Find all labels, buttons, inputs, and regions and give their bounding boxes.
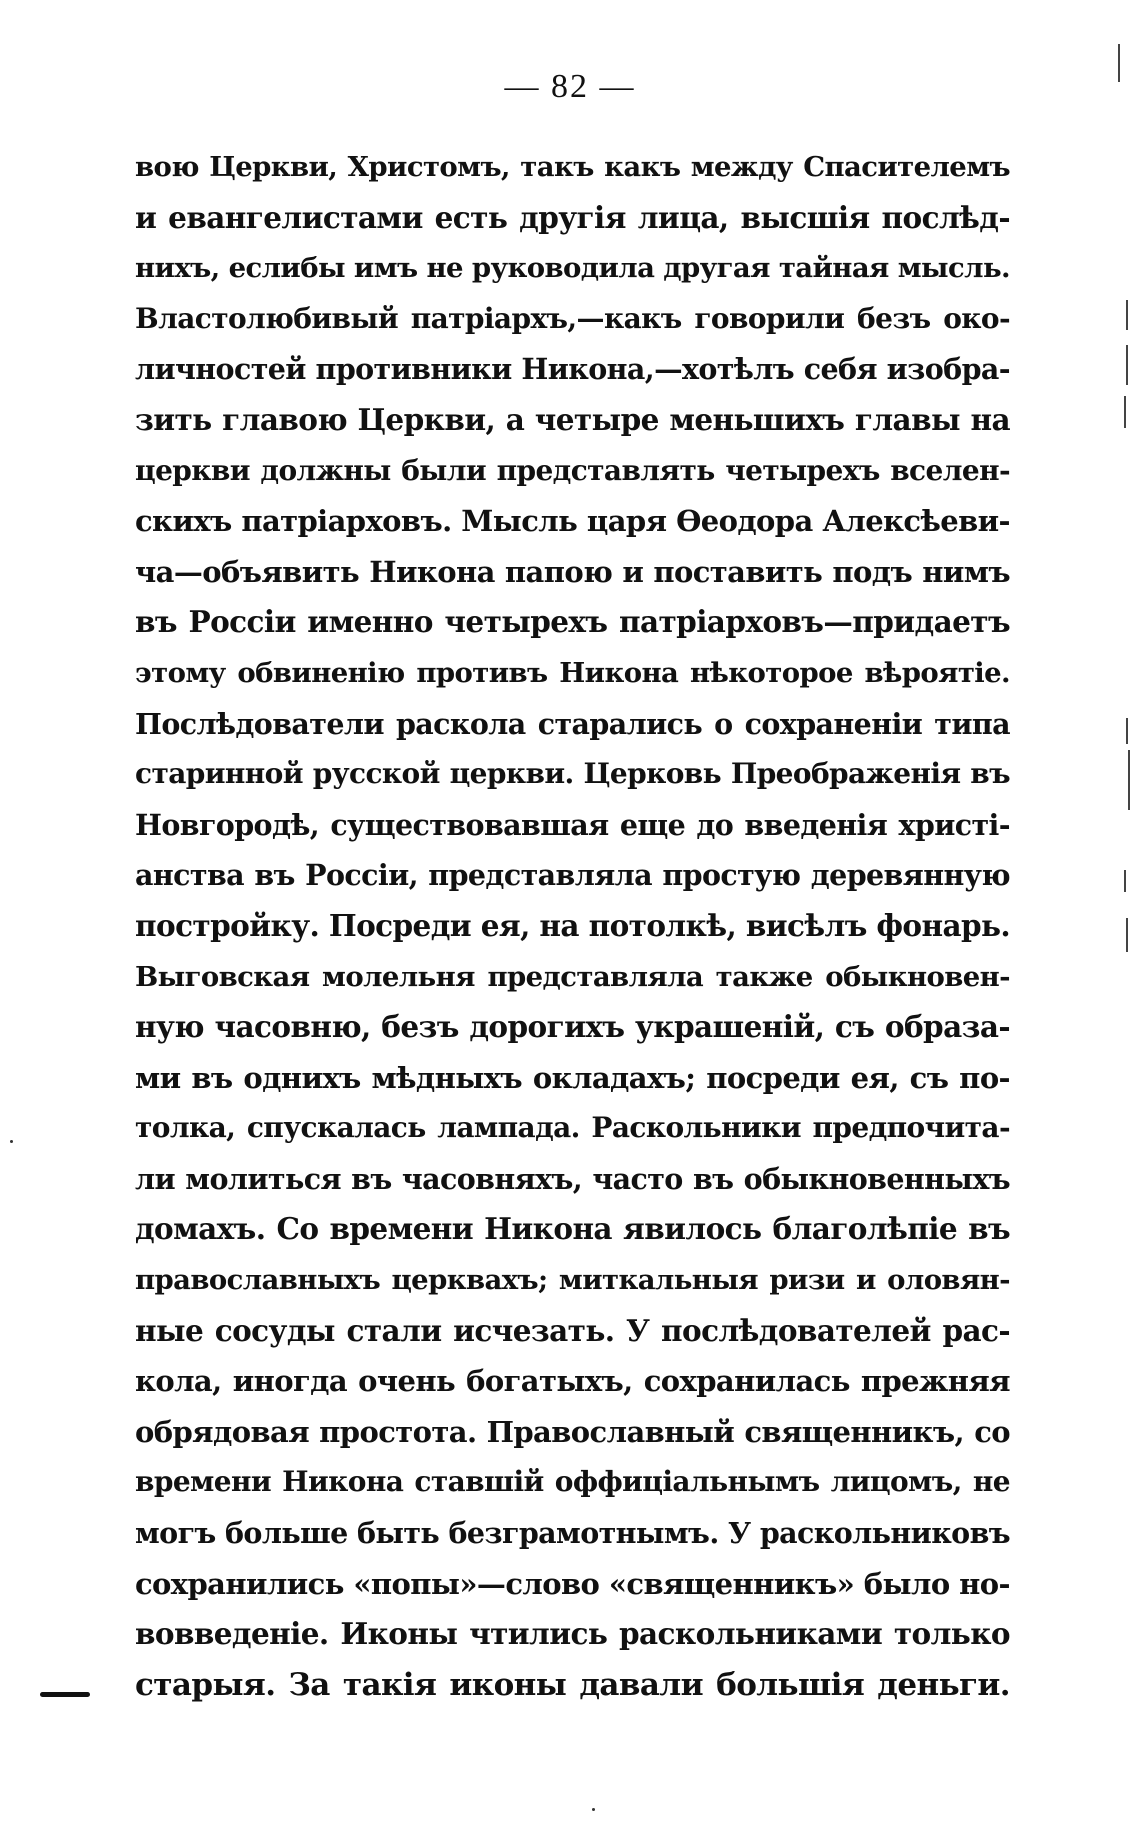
text-line: ную часовню, безъ дорогихъ украшеній, съ образа- (135, 1009, 1010, 1045)
text-line: скихъ патріарховъ. Мысль царя Ѳеодора Алексѣеви- (135, 504, 1010, 539)
text-line: анства въ Россіи, представляла простую деревянную (135, 858, 1010, 893)
text-line: Новгородѣ, существовавшая еще до введенія христі- (135, 807, 1010, 842)
text-line: сохранились «попы»—слово «священникъ» было но- (135, 1566, 1010, 1601)
speck (10, 1140, 13, 1143)
text-line: Выговская молельня представляла также обыкновен- (135, 960, 1010, 993)
text-line: этому обвиненію противъ Никона нѣкоторое вѣроятіе. (135, 656, 1010, 689)
text-line: постройку. Посреди ея, на потолкѣ, висѣлъ фонарь. (135, 907, 1011, 943)
margin-tick (1126, 300, 1128, 330)
margin-tick (1128, 750, 1130, 810)
margin-tick (1126, 345, 1128, 385)
text-line: личностей противники Никона,—хотѣлъ себя изобра- (135, 352, 1010, 387)
text-line: толка, спускалась лампада. Раскольники предпочита- (135, 1111, 1010, 1145)
text-line: ми въ однихъ мѣдныхъ окладахъ; посреди ея, съ по- (135, 1060, 1010, 1095)
text-line: домахъ. Со времени Никона явилось благолѣпіе въ (135, 1211, 1010, 1247)
text-line: въ Россіи именно четырехъ патріарховъ—придаетъ (135, 604, 1010, 640)
margin-tick (1118, 44, 1120, 82)
text-line: вою Церкви, Христомъ, такъ какъ между Спасителемъ (135, 151, 1010, 183)
margin-tick (1124, 396, 1126, 428)
text-line: старыя. За такія иконы давали большія деньги. (135, 1666, 1010, 1703)
text-line: обрядовая простота. Православный священникъ, со (135, 1414, 1010, 1449)
text-line: православныхъ церквахъ; миткальныя ризи и оловян- (135, 1264, 1010, 1297)
page-number: — 82 — (504, 68, 636, 105)
text-line: ча—объявить Никона папою и поставить подъ нимъ (135, 554, 1010, 589)
text-block (135, 142, 1010, 1710)
text-line: нихъ, еслибы имъ не руководила другая тайная мысль. (135, 252, 1010, 285)
text-line: ли молиться въ часовняхъ, часто въ обыкновенныхъ (135, 1161, 1010, 1196)
text-line: вовведеніе. Иконы чтились раскольниками только (135, 1616, 1010, 1652)
text-line: зить главою Церкви, а четыре меньшихъ главы на (135, 401, 1010, 437)
margin-tick (1126, 918, 1128, 952)
footer-dash (40, 1692, 90, 1697)
margin-tick (1126, 718, 1128, 744)
text-line: кола, иногда очень богатыхъ, сохранилась прежняя (135, 1364, 1010, 1399)
text-line: времени Никона ставшій оффиціальнымъ лицомъ, не (135, 1465, 1010, 1499)
text-line: церкви должны были представлять четырехъ вселен- (135, 453, 1010, 487)
text-line: старинной русской церкви. Церковь Преображенія въ (135, 757, 1010, 791)
text-line: Послѣдователи раскола старались о сохраненіи типа (135, 706, 1010, 741)
text-line: ные сосуды стали исчезать. У послѣдователей рас- (135, 1312, 1010, 1348)
text-line: могъ больше быть безграмотнымъ. У раскольниковъ (135, 1516, 1011, 1551)
speck (592, 1808, 595, 1811)
text-line: Властолюбивый патріархъ,—какъ говорили безъ око- (135, 301, 1010, 335)
margin-tick (1124, 870, 1126, 892)
text-line: и евангелистами есть другія лица, высшія послѣд- (135, 199, 1010, 235)
